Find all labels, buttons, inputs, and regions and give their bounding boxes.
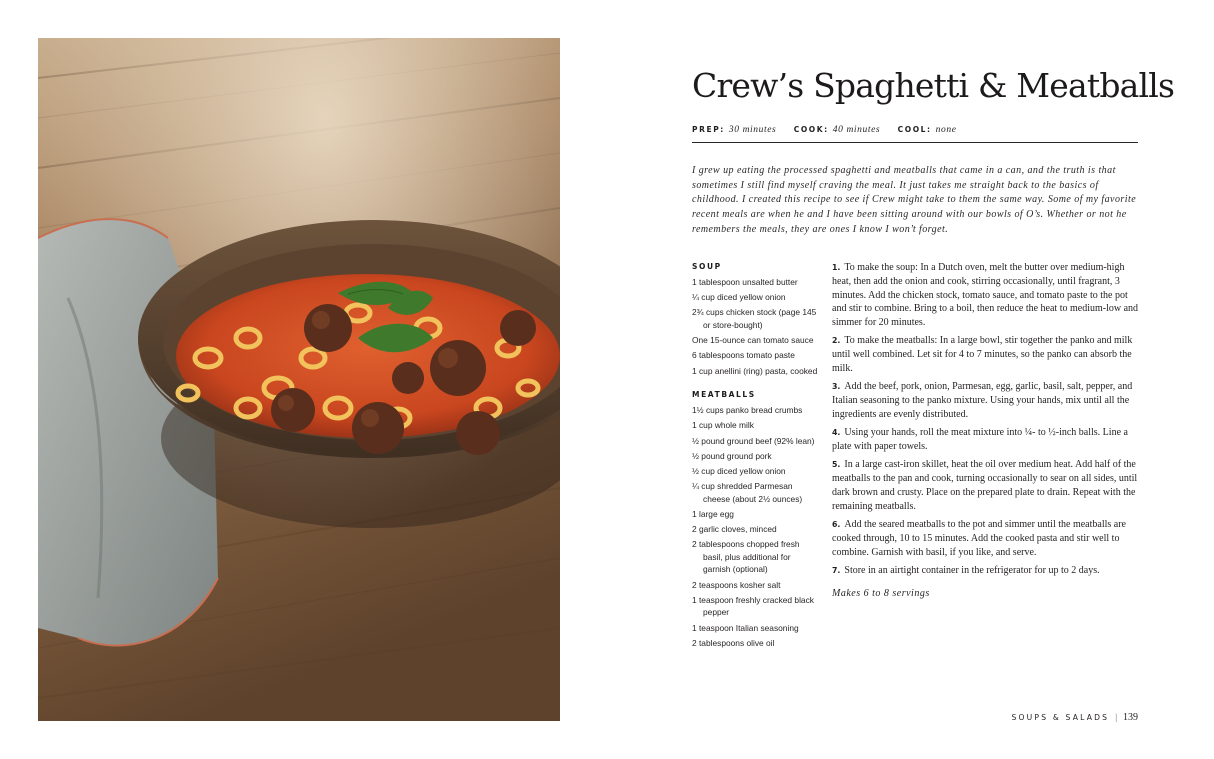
step-text: To make the meatballs: In a large bowl, stir together the panko and milk until well combined. Let sit for 4 to 7 minutes, so the panko can absorb the milk. <box>832 335 1133 375</box>
cook-label: COOK: <box>793 125 829 134</box>
cool-label: COOL: <box>897 125 932 134</box>
ingredient-item: 1 cup whole milk <box>692 420 754 431</box>
ingredient-item: ½ pound ground pork <box>692 450 772 461</box>
ingredients-column <box>692 262 820 652</box>
ingredient-item: ¼ cup diced yellow onion <box>692 292 786 303</box>
method-step <box>832 518 1142 559</box>
cool-value: none <box>935 125 957 135</box>
footer-separator: | <box>1115 712 1117 722</box>
method-step <box>832 426 1142 454</box>
ingredient-item: 2 garlic cloves, minced <box>692 524 777 535</box>
header-rule <box>692 142 1138 143</box>
ingredient-item: 1 large egg <box>692 508 734 519</box>
cool-time <box>898 125 957 135</box>
ingredient-item: One 15-ounce can tomato sauce <box>692 335 814 346</box>
page-number: 139 <box>1123 712 1138 723</box>
recipe-times <box>692 125 972 135</box>
step-number: 2. <box>832 336 841 346</box>
step-number: 1. <box>832 263 841 272</box>
ingredient-item: 6 tablespoons tomato paste <box>692 350 795 361</box>
step-text: In a large cast-iron skillet, heat the oil over medium heat. Add half of the meatballs to the pan and cook, turning occasionally to sear on all sides, until dark brown and crusty. Place on the prepared plate to drain. Repeat with the remaining meatballs. <box>832 459 1138 512</box>
recipe-yield: Makes 6 to 8 servings <box>832 587 930 599</box>
recipe-intro: I grew up eating the processed spaghetti and meatballs that came in a can, and the truth is that sometimes I still find myself craving the meal. It just takes me straight back to the basics of childhood. I created this recipe to see if Crew might take to them the same way. Some of my favorite recent meals are when he and I have been sitting around with our bowls of O’s. Whether or not he remembers the meals, they are ones I know I won’t forget. <box>692 165 1137 235</box>
step-number: 6. <box>832 520 841 530</box>
ingredient-item: 1 teaspoon freshly cracked black pepper <box>692 594 814 618</box>
cook-value: 40 minutes <box>832 125 881 135</box>
method-step <box>832 334 1142 375</box>
ingredient-item: 2 teaspoons kosher salt <box>692 579 781 590</box>
footer-section: SOUPS & SALADS <box>1011 713 1110 722</box>
recipe-title: Crew’s Spaghetti & Meatballs <box>692 66 1175 105</box>
step-text: Store in an airtight container in the refrigerator for up to 2 days. <box>844 564 1100 576</box>
ingredient-item: 2¾ cups chicken stock (page 145 or store-bought) <box>692 307 817 330</box>
ingredient-heading-soup: SOUP <box>692 262 722 271</box>
step-text: To make the soup: In a Dutch oven, melt the butter over medium-high heat, then add the onion and cook, stirring occasionally, until fragrant, 3 minutes. Add the chicken stock, tomato sauce, and tomato paste to the pot and stir to combine. Bring to a boil, then reduce the heat to medium-low and simmer for 20 minutes. <box>832 262 1139 329</box>
ingredient-item: 1 cup anellini (ring) pasta, cooked <box>692 365 818 376</box>
method-step <box>832 380 1142 421</box>
cook-time <box>794 125 881 135</box>
step-number: 4. <box>832 428 841 438</box>
ingredient-item: ½ cup diced yellow onion <box>692 465 786 476</box>
method-step <box>832 564 1142 578</box>
method-step <box>832 261 1142 330</box>
prep-time <box>692 125 776 135</box>
step-number: 3. <box>832 382 841 392</box>
ingredient-heading-meatballs: MEATBALLS <box>692 390 756 400</box>
ingredient-item: 1 tablespoon unsalted butter <box>692 277 798 287</box>
ingredient-item: 2 tablespoons chopped fresh basil, plus additional for garnish (optional) <box>692 539 800 575</box>
step-number: 5. <box>832 460 841 470</box>
ingredient-item: ¼ cup shredded Parmesan cheese (about 2½ ounces) <box>692 481 803 504</box>
ingredient-item: 1 teaspoon Italian seasoning <box>692 622 799 633</box>
ingredient-list-meatballs <box>692 404 820 649</box>
method-step <box>832 458 1142 513</box>
prep-label: PREP: <box>692 125 725 134</box>
prep-value: 30 minutes <box>728 125 777 135</box>
step-text: Add the beef, pork, onion, Parmesan, egg, garlic, basil, salt, pepper, and Italian seasoning to the panko mixture. Using your hands, mix until all the ingredients are evenly distributed. <box>832 381 1133 420</box>
ingredient-item: 1½ cups panko bread crumbs <box>692 405 803 416</box>
ingredient-item: ½ pound ground beef (92% lean) <box>692 435 815 446</box>
step-text: Add the seared meatballs to the pot and simmer until the meatballs are cooked through, 10 to 15 minutes. Add the cooked pasta and stir well to combine. Garnish with basil, if you like, and serve. <box>832 519 1126 558</box>
ingredient-item: 2 tablespoons olive oil <box>692 637 775 648</box>
ingredient-list-soup <box>692 276 820 377</box>
step-text: Using your hands, roll the meat mixture into ¼- to ½-inch balls. Line a plate with paper towels. <box>832 427 1128 453</box>
page-footer <box>1011 712 1138 723</box>
method-column <box>832 261 1142 599</box>
step-number: 7. <box>832 565 841 575</box>
recipe-photo <box>38 38 560 721</box>
